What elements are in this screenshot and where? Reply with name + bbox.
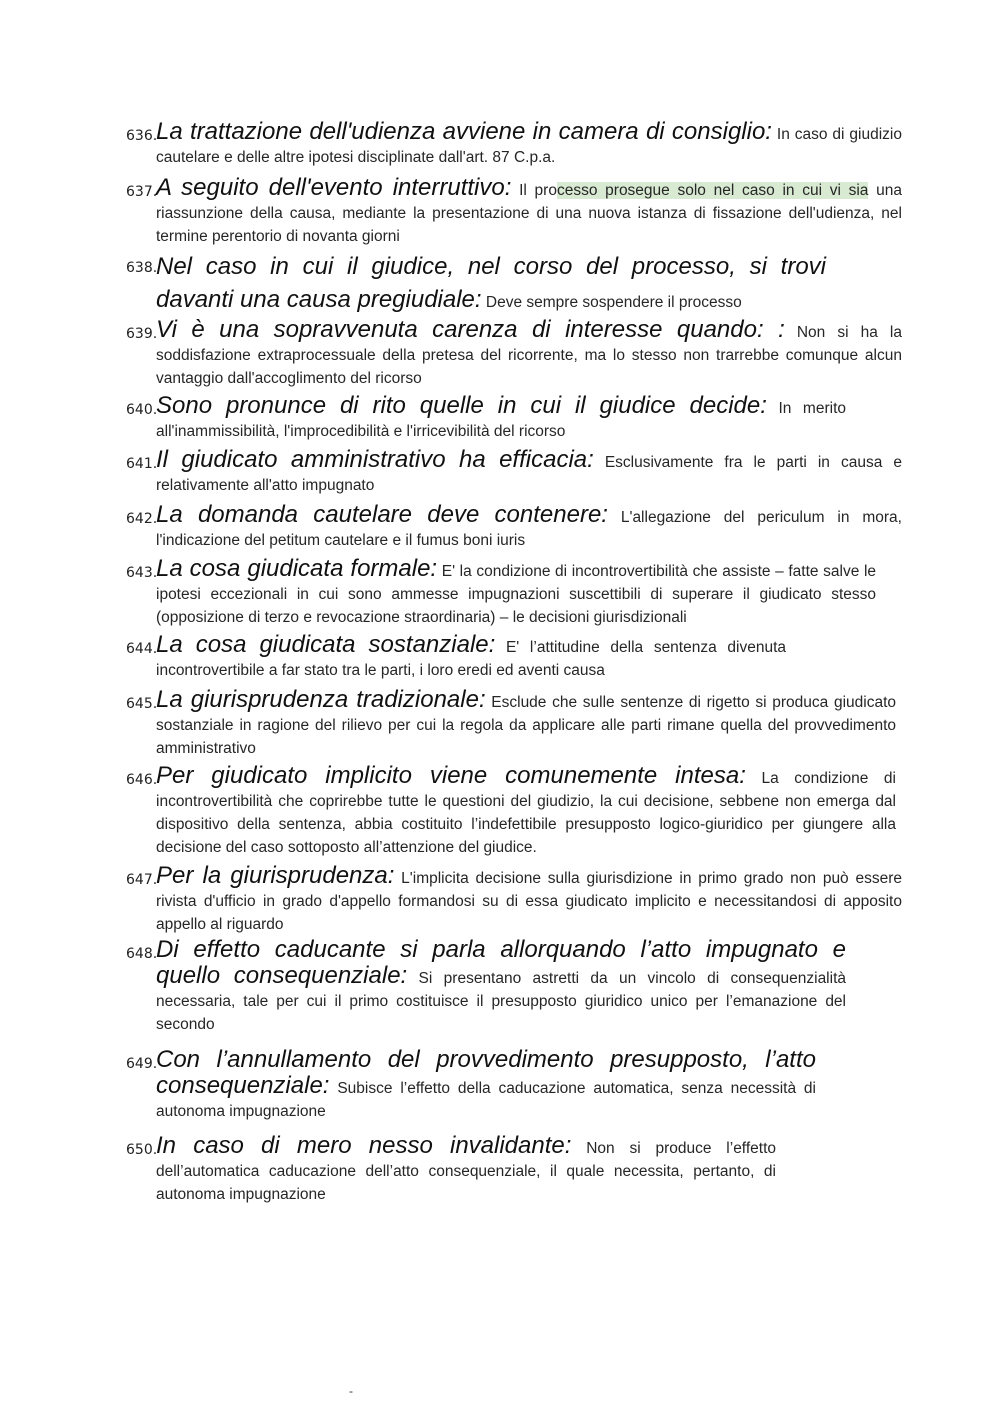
answer-text: L'implicita decisione sulla giurisdizione in primo grado non può essere rivista d'ufficio in grado d'appello formandosi su di essa giudicato implicito e necessitandosi di apposito appello al riguardo bbox=[156, 870, 902, 933]
question-text: Per la giurisprudenza: bbox=[156, 862, 395, 889]
question-text: Nel caso in cui il giudice, nel corso del processo, si trovi davanti una causa pregiudiale: bbox=[156, 253, 826, 313]
item-body bbox=[126, 252, 826, 318]
item-body bbox=[126, 448, 902, 497]
item-number: 645. bbox=[126, 696, 158, 712]
item-body bbox=[126, 938, 846, 1036]
question-text: Con l’annullamento del provvedimento presupposto, l’atto consequenziale: bbox=[156, 1046, 816, 1099]
item-body bbox=[126, 557, 876, 629]
question-text: La cosa giudicata formale: bbox=[156, 555, 438, 582]
question-item-646 bbox=[126, 764, 896, 859]
item-body bbox=[126, 864, 902, 936]
question-text: A seguito dell'evento interruttivo: bbox=[156, 174, 512, 201]
question-item-638 bbox=[126, 252, 826, 318]
item-number: 638. bbox=[126, 260, 158, 276]
item-number: 639. bbox=[126, 326, 158, 342]
question-item-650 bbox=[126, 1134, 776, 1206]
question-item-637 bbox=[126, 176, 902, 248]
item-number: 640. bbox=[126, 402, 158, 418]
answer-text: Si presentano astretti da un vincolo di consequenzialità necessaria, tale per cui il primo costituisce il presupposto giuridico unico per l’emanazione del secondo bbox=[156, 970, 847, 1033]
item-number: 641. bbox=[126, 456, 158, 472]
question-item-648 bbox=[126, 938, 846, 1036]
answer-text: La condizione di incontrovertibilità che coprirebbe tutte le questioni del giudizio, la cui decisione, sebbene non emerga dal dispositivo della sentenza, abbia costituito l’indefettibile presupposto logico-giuridico per giungere alla decisione del caso sottoposto all’attenzione del giudice. bbox=[156, 770, 896, 856]
question-text: La cosa giudicata sostanziale: bbox=[156, 631, 496, 658]
item-body bbox=[126, 633, 786, 682]
question-item-641 bbox=[126, 448, 902, 497]
item-body bbox=[126, 176, 902, 248]
item-body bbox=[126, 120, 902, 169]
item-number: 646. bbox=[126, 772, 158, 788]
question-item-645 bbox=[126, 688, 896, 760]
answer-text: In merito all'inammissibilità, l'improcedibilità e l'irricevibilità del ricorso bbox=[156, 400, 847, 440]
answer-text-continued: una riassunzione della causa, mediante la presentazione di una nuova istanza di fissazione dell'udienza, nel termine perentorio di novanta giorni bbox=[156, 182, 902, 245]
question-text: Sono pronunce di rito quelle in cui il giudice decide: bbox=[156, 392, 767, 419]
question-item-642 bbox=[126, 503, 902, 552]
item-number: 647. bbox=[126, 872, 158, 888]
answer-text: Subisce l’effetto della caducazione automatica, senza necessità di autonoma impugnazione bbox=[156, 1080, 816, 1120]
highlighted-text: cesso prosegue solo nel caso in cui vi sia bbox=[556, 182, 869, 199]
answer-text: Deve sempre sospendere il processo bbox=[481, 294, 742, 311]
item-number: 650. bbox=[126, 1142, 158, 1158]
question-item-649 bbox=[126, 1048, 816, 1123]
question-text: Vi è una sopravvenuta carenza di interesse quando: : bbox=[156, 316, 785, 343]
item-number: 648. bbox=[126, 946, 158, 962]
answer-text: L'allegazione del periculum in mora, l'indicazione del petitum cautelare e il fumus boni iuris bbox=[156, 509, 902, 549]
item-body bbox=[126, 503, 902, 552]
item-body bbox=[126, 1134, 776, 1206]
item-body bbox=[126, 688, 896, 760]
question-item-636 bbox=[126, 120, 902, 169]
item-number: 637. bbox=[126, 184, 158, 200]
question-text: La trattazione dell'udienza avviene in camera di consiglio: bbox=[156, 118, 772, 145]
item-body bbox=[126, 318, 902, 390]
question-text: Per giudicato implicito viene comunemente intesa: bbox=[156, 762, 746, 789]
question-text: Di effetto caducante si parla allorquando l’atto impugnato e quello consequenziale: bbox=[156, 936, 846, 989]
item-number: 649. bbox=[126, 1056, 158, 1072]
answer-text: Esclude che sulle sentenze di rigetto si produca giudicato sostanziale in ragione del rilievo per cui la regola da applicare alle parti rimane quella del provvedimento amministrativo bbox=[156, 694, 896, 757]
question-item-640 bbox=[126, 394, 846, 443]
question-item-647 bbox=[126, 864, 902, 936]
question-text: La giurisprudenza tradizionale: bbox=[156, 686, 486, 713]
answer-text: In caso di giudizio cautelare e delle altre ipotesi disciplinate dall'art. 87 C.p.a. bbox=[156, 126, 902, 166]
answer-text: E' l’attitudine della sentenza divenuta incontrovertibile a far stato tra le parti, i loro eredi ed aventi causa bbox=[156, 639, 786, 679]
answer-text: E' la condizione di incontrovertibilità che assiste – fatte salve le ipotesi eccezionali in cui sono ammesse impugnazioni suscettibili di superare il giudicato stesso (opposizione di terzo e revocazione straordinaria) – le decisioni giurisdizionali bbox=[156, 563, 877, 626]
item-number: 643. bbox=[126, 565, 158, 581]
question-text: Il giudicato amministrativo ha efficacia: bbox=[156, 446, 594, 473]
item-body bbox=[126, 394, 846, 443]
answer-text: Il pro bbox=[511, 182, 557, 199]
item-number: 636. bbox=[126, 128, 158, 144]
item-number: 644. bbox=[126, 641, 158, 657]
item-body bbox=[126, 1048, 816, 1123]
question-item-639 bbox=[126, 318, 902, 390]
question-text: In caso di mero nesso invalidante: bbox=[156, 1132, 572, 1159]
answer-text: Non si produce l’effetto dell’automatica caducazione dell’atto consequenziale, il quale necessita, pertanto, di autonoma impugnazione bbox=[156, 1140, 776, 1203]
item-number: 642. bbox=[126, 511, 158, 527]
question-text: La domanda cautelare deve contenere: bbox=[156, 501, 608, 528]
footer-mark: - bbox=[349, 1384, 353, 1398]
answer-text: Non si ha la soddisfazione extraprocessuale della pretesa del ricorrente, ma lo stesso non trarrebbe comunque alcun vantaggio dall'accoglimento del ricorso bbox=[156, 324, 902, 387]
question-item-644 bbox=[126, 633, 786, 682]
question-item-643 bbox=[126, 557, 876, 629]
answer-text: Esclusivamente fra le parti in causa e relativamente all'atto impugnato bbox=[156, 454, 902, 494]
item-body bbox=[126, 764, 896, 859]
